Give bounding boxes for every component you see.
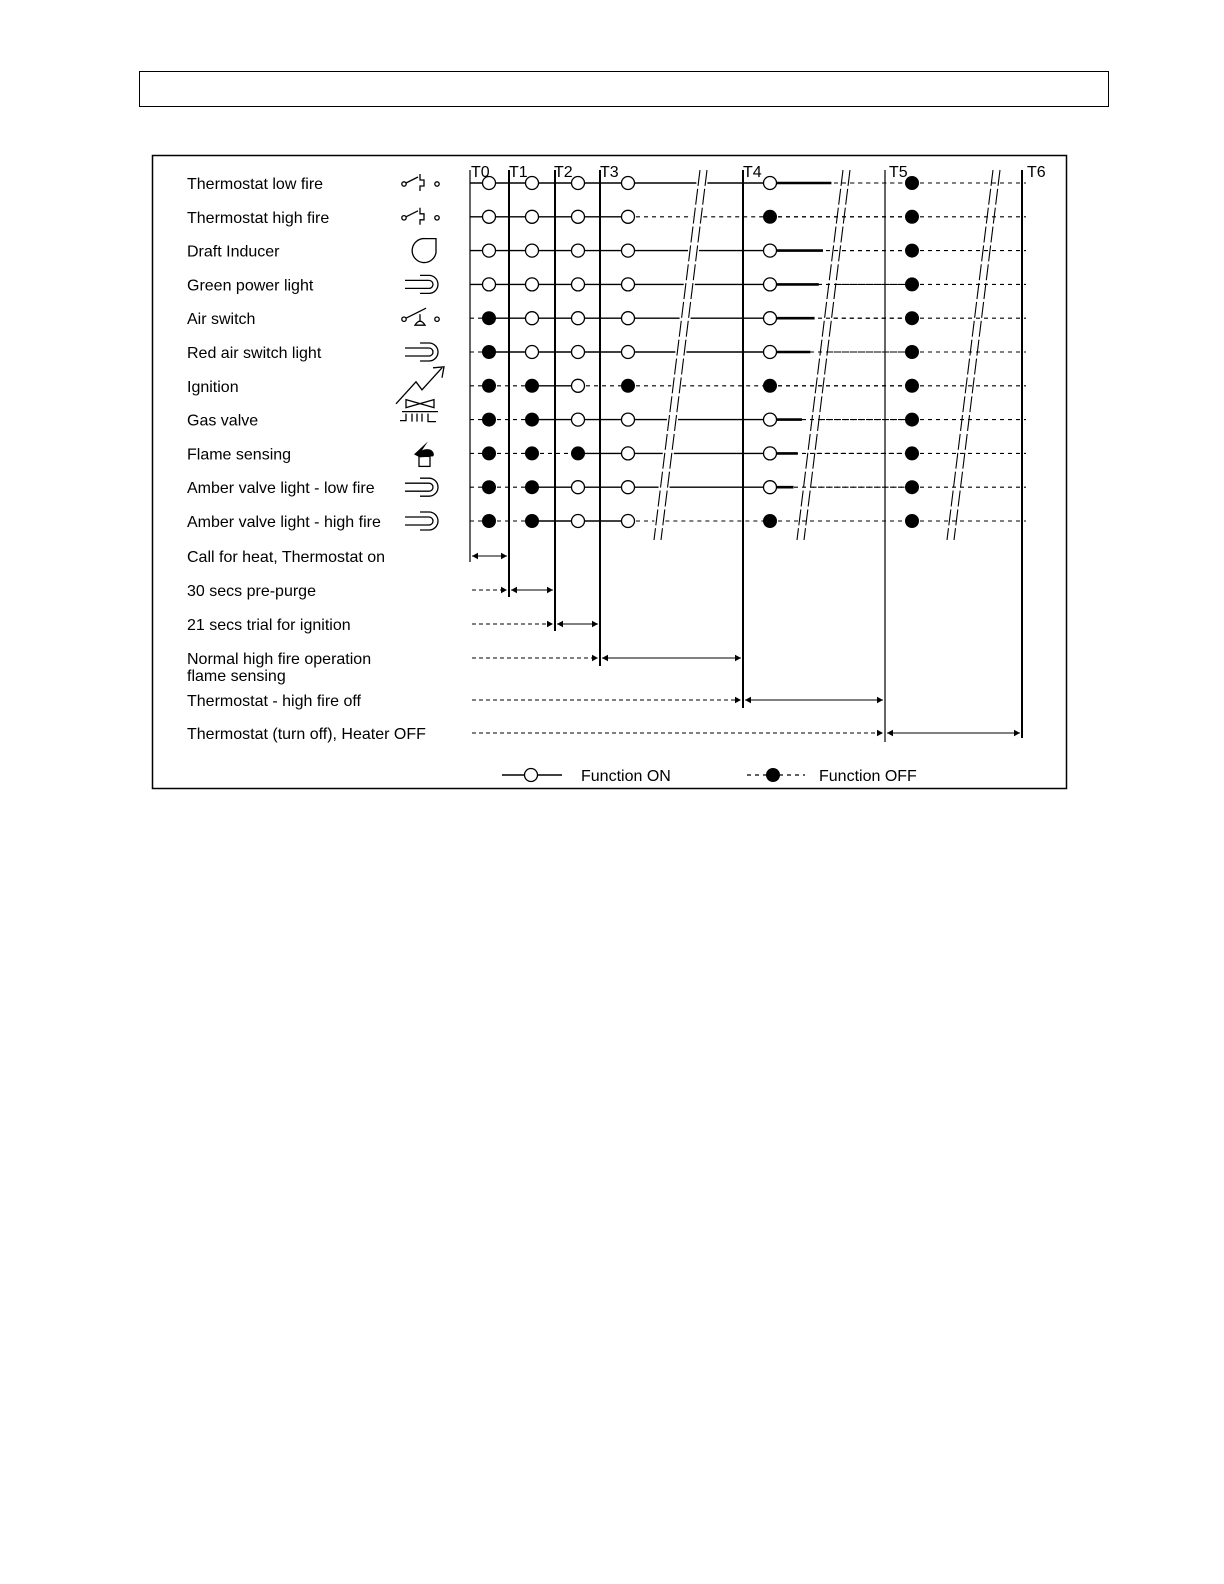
state-on-marker <box>572 177 585 190</box>
state-on-marker <box>572 481 585 494</box>
phase-row <box>187 651 741 685</box>
function-row <box>187 343 1026 362</box>
function-label: Thermostat low fire <box>187 176 324 193</box>
function-row <box>187 239 1026 263</box>
phase-row <box>187 617 598 634</box>
arrow-head <box>602 655 608 661</box>
phase-label: 30 secs pre-purge <box>187 583 316 600</box>
arrow-head <box>501 553 507 559</box>
state-on-marker <box>572 515 585 528</box>
state-on-marker <box>572 244 585 257</box>
function-row <box>187 275 1026 294</box>
arrow-head <box>877 730 883 736</box>
state-on-marker <box>526 346 539 359</box>
air-switch-icon <box>402 308 439 325</box>
state-on-marker <box>622 481 635 494</box>
phase-row <box>187 549 507 566</box>
function-label: Red air switch light <box>187 345 322 362</box>
state-off-marker <box>525 446 539 460</box>
arrow-head <box>745 697 751 703</box>
function-label: Amber valve light - low fire <box>187 480 375 498</box>
state-off-marker <box>905 480 919 494</box>
state-on-marker <box>764 481 777 494</box>
time-marker-label: T2 <box>554 164 573 181</box>
state-on-marker <box>622 413 635 426</box>
phase-row <box>187 726 1020 743</box>
state-on-marker <box>764 312 777 325</box>
function-row <box>187 367 1026 404</box>
function-row <box>187 512 1026 531</box>
legend-on-marker <box>525 769 538 782</box>
function-row <box>187 400 1026 430</box>
state-on-marker <box>526 244 539 257</box>
blower-icon <box>412 239 436 263</box>
state-on-marker <box>622 244 635 257</box>
state-on-marker <box>622 312 635 325</box>
state-off-marker <box>621 379 635 393</box>
state-on-marker <box>622 177 635 190</box>
phase-label: Normal high fire operation <box>187 651 372 668</box>
phase-row <box>187 693 883 710</box>
gas-valve-icon <box>400 400 438 422</box>
arrow-head <box>511 587 517 593</box>
arrow-head <box>472 553 478 559</box>
state-on-marker <box>526 210 539 223</box>
state-on-marker <box>572 210 585 223</box>
arrow-head <box>592 655 598 661</box>
time-marker-label: T1 <box>509 164 528 181</box>
state-off-marker <box>905 379 919 393</box>
function-label: Flame sensing <box>187 446 292 464</box>
arrow-head <box>735 697 741 703</box>
state-off-marker <box>482 446 496 460</box>
state-on-marker <box>764 447 777 460</box>
phase-label: 21 secs trial for ignition <box>187 617 351 634</box>
function-label: Amber valve light - high fire <box>187 514 381 531</box>
state-off-marker <box>905 345 919 359</box>
state-off-marker <box>525 480 539 494</box>
state-on-marker <box>572 312 585 325</box>
arrow-head <box>877 697 883 703</box>
state-off-marker <box>905 413 919 427</box>
state-on-marker <box>764 278 777 291</box>
arrow-head <box>547 621 553 627</box>
function-row <box>187 208 1026 227</box>
state-off-marker <box>763 514 777 528</box>
function-row <box>187 478 1026 497</box>
break-line-2-0 <box>947 170 993 540</box>
state-on-marker <box>622 447 635 460</box>
indicator-light-icon <box>405 512 438 530</box>
state-off-marker <box>525 379 539 393</box>
legend-off-marker <box>766 768 780 782</box>
state-on-marker <box>764 177 777 190</box>
ignition-spark-icon <box>396 367 444 404</box>
state-on-marker <box>764 244 777 257</box>
function-label: Draft Inducer <box>187 243 280 261</box>
state-off-marker <box>905 244 919 258</box>
state-off-marker <box>905 311 919 325</box>
time-break-marks <box>654 170 1000 540</box>
state-off-marker <box>482 514 496 528</box>
state-off-marker <box>482 413 496 427</box>
state-on-marker <box>572 346 585 359</box>
state-on-marker <box>572 413 585 426</box>
state-off-marker <box>905 514 919 528</box>
state-off-marker <box>571 446 585 460</box>
arrow-head <box>887 730 893 736</box>
phase-label: Thermostat (turn off), Heater OFF <box>187 726 426 743</box>
phase-label-line2: flame sensing <box>187 668 286 685</box>
time-marker-label: T6 <box>1027 164 1046 181</box>
state-off-marker <box>905 277 919 291</box>
break-line-0-0 <box>654 170 700 540</box>
state-off-marker <box>905 210 919 224</box>
arrow-head <box>547 587 553 593</box>
thermostat-switch-icon <box>402 174 439 191</box>
break-line-1-1 <box>804 170 850 540</box>
phase-label: Call for heat, Thermostat on <box>187 549 386 566</box>
flame-sensor-icon <box>414 441 434 466</box>
phase-rows <box>187 549 1020 743</box>
function-label: Gas valve <box>187 412 259 430</box>
state-on-marker <box>622 210 635 223</box>
time-marker-label: T5 <box>889 164 908 181</box>
legend-off-label: Function OFF <box>819 768 917 785</box>
state-off-marker <box>482 345 496 359</box>
time-marker-label: T3 <box>600 164 619 181</box>
state-off-marker <box>763 379 777 393</box>
state-on-marker <box>572 278 585 291</box>
state-on-marker <box>526 278 539 291</box>
indicator-light-icon <box>405 478 438 496</box>
arrow-head <box>1014 730 1020 736</box>
arrow-head <box>592 621 598 627</box>
state-on-marker <box>483 244 496 257</box>
state-off-marker <box>482 480 496 494</box>
state-on-marker <box>483 278 496 291</box>
break-line-1-0 <box>797 170 843 540</box>
arrow-head <box>735 655 741 661</box>
state-on-marker <box>483 210 496 223</box>
state-on-marker <box>764 413 777 426</box>
state-off-marker <box>482 311 496 325</box>
indicator-light-icon <box>405 275 438 293</box>
state-on-marker <box>622 346 635 359</box>
arrow-head <box>557 621 563 627</box>
indicator-light-icon <box>405 343 438 361</box>
time-marker-label: T0 <box>471 164 490 181</box>
state-on-marker <box>764 346 777 359</box>
function-label: Thermostat high fire <box>187 209 330 227</box>
function-row <box>187 308 1026 328</box>
state-off-marker <box>525 413 539 427</box>
phase-label: Thermostat - high fire off <box>187 693 361 710</box>
state-off-marker <box>525 514 539 528</box>
thermostat-switch-icon <box>402 208 439 225</box>
function-rows <box>187 174 1026 531</box>
function-label: Air switch <box>187 311 256 329</box>
state-on-marker <box>526 312 539 325</box>
phase-row <box>187 583 553 600</box>
break-line-0-1 <box>661 170 707 540</box>
arrow-head <box>501 587 507 593</box>
legend-on-label: Function ON <box>581 768 671 785</box>
state-off-marker <box>905 446 919 460</box>
function-label: Ignition <box>187 378 239 396</box>
legend <box>502 768 917 785</box>
state-on-marker <box>572 379 585 392</box>
break-line-2-1 <box>954 170 1000 540</box>
state-on-marker <box>622 515 635 528</box>
state-off-marker <box>763 210 777 224</box>
state-off-marker <box>482 379 496 393</box>
time-marker-label: T4 <box>743 164 762 181</box>
function-label: Green power light <box>187 277 314 295</box>
function-row <box>187 441 1026 466</box>
state-on-marker <box>622 278 635 291</box>
